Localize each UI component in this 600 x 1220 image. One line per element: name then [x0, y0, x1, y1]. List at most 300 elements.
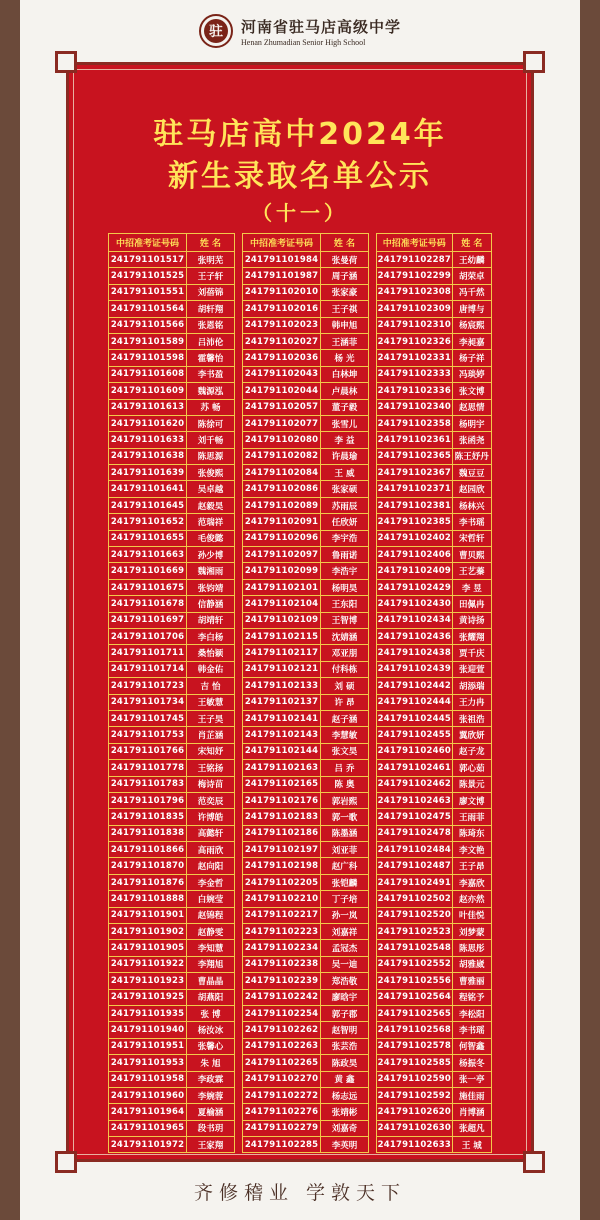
table-row: [109, 727, 235, 743]
exam-id-cell: 241791102371: [377, 481, 453, 497]
table-row: [109, 956, 235, 972]
student-name-cell: 吴卓越: [187, 481, 235, 497]
student-name-cell: 赵亦然: [452, 891, 491, 907]
exam-id-cell: 241791102197: [243, 842, 321, 858]
table-row: [377, 530, 492, 546]
table-row: [377, 1055, 492, 1071]
student-name-cell: 郭心茹: [452, 760, 491, 776]
student-name-cell: 陈思彤: [452, 940, 491, 956]
exam-id-cell: 241791102265: [243, 1055, 321, 1071]
student-name-cell: 毛俊懿: [187, 530, 235, 546]
exam-id-cell: 241791102460: [377, 743, 453, 759]
student-name-cell: 沈婧涵: [321, 628, 369, 644]
student-name-cell: 许晨瑜: [321, 448, 369, 464]
student-name-cell: 杨志远: [321, 1087, 369, 1103]
exam-id-cell: 241791101517: [109, 252, 187, 268]
table-row: [377, 563, 492, 579]
student-name-cell: 陈徐可: [187, 415, 235, 431]
exam-id-cell: 241791102523: [377, 924, 453, 940]
exam-id-cell: 241791101641: [109, 481, 187, 497]
exam-id-cell: 241791102475: [377, 809, 453, 825]
table-row: [377, 645, 492, 661]
student-name-cell: 孙一岚: [321, 907, 369, 923]
exam-id-cell: 241791101589: [109, 333, 187, 349]
header-exam-id: 中招准考证号码: [109, 234, 187, 252]
table-row: [377, 383, 492, 399]
exam-id-cell: 241791101940: [109, 1022, 187, 1038]
student-name-cell: 许博皓: [187, 809, 235, 825]
exam-id-cell: 241791102057: [243, 399, 321, 415]
table-row: [109, 1104, 235, 1120]
student-name-cell: 赵子龙: [452, 743, 491, 759]
table-row: [109, 1055, 235, 1071]
table-row: [109, 924, 235, 940]
footer: [20, 1162, 580, 1220]
exam-id-cell: 241791102210: [243, 891, 321, 907]
table-row: [377, 1038, 492, 1054]
table-row: [243, 792, 369, 808]
table-row: [109, 547, 235, 563]
table-row: [109, 1005, 235, 1021]
student-name-cell: 魏源泓: [187, 383, 235, 399]
student-name-cell: 杨宸熙: [452, 317, 491, 333]
exam-id-cell: 241791101923: [109, 973, 187, 989]
student-name-cell: 韩申旭: [321, 317, 369, 333]
table-row: [377, 547, 492, 563]
exam-id-cell: 241791102091: [243, 514, 321, 530]
student-name-cell: 刘梦蒙: [452, 924, 491, 940]
exam-id-cell: 241791102462: [377, 776, 453, 792]
table-row: [109, 579, 235, 595]
school-logo-emblem: 驻: [204, 19, 228, 43]
admission-tables: [108, 233, 492, 1158]
student-name-cell: 范奕辰: [187, 792, 235, 808]
student-name-cell: 张一亭: [452, 1071, 491, 1087]
exam-id-cell: 241791102143: [243, 727, 321, 743]
student-name-cell: 王艺蓁: [452, 563, 491, 579]
student-name-cell: 曹雅丽: [452, 973, 491, 989]
table-row: [243, 284, 369, 300]
exam-id-cell: 241791102630: [377, 1120, 453, 1136]
exam-id-cell: 241791101964: [109, 1104, 187, 1120]
exam-id-cell: 241791101564: [109, 301, 187, 317]
school-motto: 齐修稽业 学敦天下: [193, 1181, 407, 1204]
table-row: [243, 727, 369, 743]
student-name-cell: 张曼荷: [321, 252, 369, 268]
student-name-cell: 叶佳悦: [452, 907, 491, 923]
student-name-cell: 郑浩敬: [321, 973, 369, 989]
exam-id-cell: 241791101639: [109, 465, 187, 481]
table-row: [243, 366, 369, 382]
student-name-cell: 张耀翔: [452, 628, 491, 644]
student-name-cell: 李松阳: [452, 1005, 491, 1021]
header-name: 姓 名: [452, 234, 491, 252]
student-name-cell: 高懿轩: [187, 825, 235, 841]
student-name-cell: 霍馨怡: [187, 350, 235, 366]
exam-id-cell: 241791101711: [109, 645, 187, 661]
exam-id-cell: 241791102141: [243, 710, 321, 726]
table-row: [377, 1104, 492, 1120]
table-row: [377, 842, 492, 858]
exam-id-cell: 241791101734: [109, 694, 187, 710]
exam-id-cell: 241791101905: [109, 940, 187, 956]
table-row: [109, 612, 235, 628]
exam-id-cell: 241791101525: [109, 268, 187, 284]
student-name-cell: 王铭扬: [187, 760, 235, 776]
exam-id-cell: 241791102633: [377, 1137, 453, 1153]
table-row: [243, 1104, 369, 1120]
exam-id-cell: 241791102402: [377, 530, 453, 546]
student-name-cell: 杨明宇: [452, 415, 491, 431]
exam-id-cell: 241791102409: [377, 563, 453, 579]
table-row: [109, 530, 235, 546]
table-row: [377, 628, 492, 644]
student-name-cell: 张文博: [452, 383, 491, 399]
student-name-cell: 张函尧: [452, 432, 491, 448]
student-name-cell: 赵静雯: [187, 924, 235, 940]
table-row: [377, 284, 492, 300]
table-row: [377, 956, 492, 972]
exam-id-cell: 241791102520: [377, 907, 453, 923]
table-row: [243, 710, 369, 726]
exam-id-cell: 241791102455: [377, 727, 453, 743]
exam-id-cell: 241791102491: [377, 874, 453, 890]
exam-id-cell: 241791102198: [243, 858, 321, 874]
student-name-cell: 张超凡: [452, 1120, 491, 1136]
school-name-block: [241, 16, 401, 47]
exam-id-cell: 241791101951: [109, 1038, 187, 1054]
student-name-cell: 高雨欣: [187, 842, 235, 858]
student-name-cell: 廖文博: [452, 792, 491, 808]
table-row: [377, 350, 492, 366]
table-row: [109, 432, 235, 448]
table-row: [377, 694, 492, 710]
student-name-cell: 张恩铭: [187, 317, 235, 333]
exam-id-cell: 241791102548: [377, 940, 453, 956]
student-name-cell: 陈墨涵: [321, 825, 369, 841]
student-name-cell: 白婉莹: [187, 891, 235, 907]
table-row: [109, 497, 235, 513]
table-row: [243, 579, 369, 595]
table-row: [243, 907, 369, 923]
student-name-cell: 刘亚菲: [321, 842, 369, 858]
table-row: [243, 661, 369, 677]
table-row: [377, 301, 492, 317]
exam-id-cell: 241791102099: [243, 563, 321, 579]
student-name-cell: 胡轩翔: [187, 301, 235, 317]
table-row: [243, 432, 369, 448]
student-name-cell: 陈思源: [187, 448, 235, 464]
student-name-cell: 杨林兴: [452, 497, 491, 513]
exam-id-cell: 241791102381: [377, 497, 453, 513]
table-row: [243, 1038, 369, 1054]
exam-id-cell: 241791102438: [377, 645, 453, 661]
exam-id-cell: 241791102234: [243, 940, 321, 956]
table-row: [243, 1071, 369, 1087]
exam-id-cell: 241791102043: [243, 366, 321, 382]
exam-id-cell: 241791101620: [109, 415, 187, 431]
exam-id-cell: 241791101609: [109, 383, 187, 399]
student-name-cell: 王敏慧: [187, 694, 235, 710]
student-name-cell: 魏豆豆: [452, 465, 491, 481]
student-name-cell: 杨汝冰: [187, 1022, 235, 1038]
student-name-cell: 郭一歌: [321, 809, 369, 825]
exam-id-cell: 241791101669: [109, 563, 187, 579]
student-name-cell: 陈王妤丹: [452, 448, 491, 464]
exam-id-cell: 241791102262: [243, 1022, 321, 1038]
student-name-cell: 董子毅: [321, 399, 369, 415]
exam-id-cell: 241791102254: [243, 1005, 321, 1021]
table-row: [377, 497, 492, 513]
student-name-cell: 朱 旭: [187, 1055, 235, 1071]
exam-id-cell: 241791102310: [377, 317, 453, 333]
table-row: [243, 760, 369, 776]
table-row: [109, 284, 235, 300]
table-row: [243, 973, 369, 989]
student-name-cell: 杨振冬: [452, 1055, 491, 1071]
student-name-cell: 刘蓓锦: [187, 284, 235, 300]
exam-id-cell: 241791102439: [377, 661, 453, 677]
student-name-cell: 夏榆涵: [187, 1104, 235, 1120]
student-name-cell: 许 昂: [321, 694, 369, 710]
exam-id-cell: 241791102430: [377, 596, 453, 612]
table-row: [109, 940, 235, 956]
table-row: [243, 776, 369, 792]
table-row: [377, 1005, 492, 1021]
table-row: [109, 760, 235, 776]
exam-id-cell: 241791102309: [377, 301, 453, 317]
table-row: [109, 825, 235, 841]
table-row: [109, 481, 235, 497]
student-name-cell: 王子昊: [187, 710, 235, 726]
table-row: [243, 301, 369, 317]
exam-id-cell: 241791102434: [377, 612, 453, 628]
table-row: [109, 792, 235, 808]
table-row: [377, 366, 492, 382]
table-row: [109, 1022, 235, 1038]
exam-id-cell: 241791101608: [109, 366, 187, 382]
exam-id-cell: 241791101876: [109, 874, 187, 890]
student-name-cell: 李英明: [321, 1137, 369, 1153]
student-name-cell: 李 益: [321, 432, 369, 448]
student-name-cell: 付科栋: [321, 661, 369, 677]
exam-id-cell: 241791102568: [377, 1022, 453, 1038]
student-name-cell: 苏 畅: [187, 399, 235, 415]
student-name-cell: 刘 硕: [321, 678, 369, 694]
student-name-cell: 张俊熙: [187, 465, 235, 481]
exam-id-cell: 241791101753: [109, 727, 187, 743]
table-row: [377, 612, 492, 628]
table-row: [243, 874, 369, 890]
student-name-cell: 唐博与: [452, 301, 491, 317]
table-row: [109, 448, 235, 464]
table-row: [377, 333, 492, 349]
exam-id-cell: 241791102036: [243, 350, 321, 366]
table-row: [109, 661, 235, 677]
table-row: [109, 317, 235, 333]
table-row: [109, 333, 235, 349]
student-name-cell: 李书瑶: [452, 1022, 491, 1038]
student-name-cell: 邓亚朋: [321, 645, 369, 661]
student-name-cell: 李慧敏: [321, 727, 369, 743]
student-name-cell: 杨子祥: [452, 350, 491, 366]
exam-id-cell: 241791102089: [243, 497, 321, 513]
table-row: [109, 628, 235, 644]
table-row: [377, 710, 492, 726]
student-name-cell: 黄 鑫: [321, 1071, 369, 1087]
student-name-cell: 魏湘雨: [187, 563, 235, 579]
student-name-cell: 廖晗宇: [321, 989, 369, 1005]
student-name-cell: 王东阳: [321, 596, 369, 612]
exam-id-cell: 241791102326: [377, 333, 453, 349]
exam-id-cell: 241791102358: [377, 415, 453, 431]
exam-id-cell: 241791102308: [377, 284, 453, 300]
table-row: [243, 481, 369, 497]
table-row: [243, 1137, 369, 1153]
table-row: [377, 1137, 492, 1153]
table-row: [377, 924, 492, 940]
exam-id-cell: 241791102183: [243, 809, 321, 825]
student-name-cell: 冯千然: [452, 284, 491, 300]
exam-id-cell: 241791101706: [109, 628, 187, 644]
exam-id-cell: 241791102080: [243, 432, 321, 448]
student-name-cell: 王雨菲: [452, 809, 491, 825]
student-name-cell: 胡燕阳: [187, 989, 235, 1005]
table-row: [377, 825, 492, 841]
exam-id-cell: 241791102361: [377, 432, 453, 448]
school-header: [20, 0, 580, 62]
student-name-cell: 王子轩: [187, 268, 235, 284]
exam-id-cell: 241791102165: [243, 776, 321, 792]
exam-id-cell: 241791102272: [243, 1087, 321, 1103]
school-name-en: Henan Zhumadian Senior High School: [240, 37, 366, 47]
exam-id-cell: 241791101566: [109, 317, 187, 333]
student-name-cell: 赵思情: [452, 399, 491, 415]
exam-id-cell: 241791102279: [243, 1120, 321, 1136]
student-name-cell: 丁子培: [321, 891, 369, 907]
table-row: [243, 268, 369, 284]
student-name-cell: 梅诗苗: [187, 776, 235, 792]
table-row: [109, 301, 235, 317]
student-name-cell: 王家翔: [187, 1137, 235, 1153]
student-name-cell: 郭岩熙: [321, 792, 369, 808]
table-header-row: [109, 234, 235, 252]
exam-id-cell: 241791102027: [243, 333, 321, 349]
student-name-cell: 张家硕: [321, 481, 369, 497]
exam-id-cell: 241791101987: [243, 268, 321, 284]
student-name-cell: 赵智明: [321, 1022, 369, 1038]
table-row: [243, 350, 369, 366]
student-name-cell: 范瑞祥: [187, 514, 235, 530]
exam-id-cell: 241791101766: [109, 743, 187, 759]
student-name-cell: 信静涵: [187, 596, 235, 612]
student-name-cell: 孟冠杰: [321, 940, 369, 956]
frame-corner: [55, 51, 77, 73]
student-name-cell: 李 昱: [452, 579, 491, 595]
exam-id-cell: 241791102592: [377, 1087, 453, 1103]
student-name-cell: 刘千畅: [187, 432, 235, 448]
student-name-cell: 段书玥: [187, 1120, 235, 1136]
table-row: [109, 891, 235, 907]
table-row: [377, 1022, 492, 1038]
table-row: [243, 891, 369, 907]
student-name-cell: 赵广科: [321, 858, 369, 874]
student-name-cell: 王子祺: [321, 301, 369, 317]
student-name-cell: 张钧靖: [187, 579, 235, 595]
exam-id-cell: 241791101778: [109, 760, 187, 776]
student-name-cell: 李翔旭: [187, 956, 235, 972]
table-row: [243, 858, 369, 874]
table-row: [377, 743, 492, 759]
student-name-cell: 张明芜: [187, 252, 235, 268]
roster-table-3: [376, 233, 492, 1153]
exam-id-cell: 241791102205: [243, 874, 321, 890]
student-name-cell: 宋知妤: [187, 743, 235, 759]
student-name-cell: 赵子涵: [321, 710, 369, 726]
student-name-cell: 卢晨林: [321, 383, 369, 399]
exam-id-cell: 241791102023: [243, 317, 321, 333]
table-row: [377, 678, 492, 694]
exam-id-cell: 241791101675: [109, 579, 187, 595]
student-name-cell: 李嘉欣: [452, 874, 491, 890]
student-name-cell: 赵园欣: [452, 481, 491, 497]
student-name-cell: 刘嘉祥: [321, 924, 369, 940]
table-row: [243, 956, 369, 972]
exam-id-cell: 241791102287: [377, 252, 453, 268]
exam-id-cell: 241791102340: [377, 399, 453, 415]
table-row: [109, 465, 235, 481]
table-row: [377, 940, 492, 956]
table-row: [109, 907, 235, 923]
student-name-cell: 张芸浩: [321, 1038, 369, 1054]
table-row: [243, 924, 369, 940]
table-row: [243, 940, 369, 956]
table-row: [243, 497, 369, 513]
student-name-cell: 张馨心: [187, 1038, 235, 1054]
student-name-cell: 李书瑶: [452, 514, 491, 530]
table-row: [377, 415, 492, 431]
table-row: [377, 907, 492, 923]
student-name-cell: 宋哲轩: [452, 530, 491, 546]
table-row: [109, 1120, 235, 1136]
table-header-row: [243, 234, 369, 252]
student-name-cell: 陈 奥: [321, 776, 369, 792]
table-row: [243, 825, 369, 841]
exam-id-cell: 241791101645: [109, 497, 187, 513]
table-row: [109, 1087, 235, 1103]
table-row: [377, 1071, 492, 1087]
table-row: [109, 645, 235, 661]
student-name-cell: 李浩宇: [321, 563, 369, 579]
exam-id-cell: 241791101866: [109, 842, 187, 858]
student-name-cell: 吉 怡: [187, 678, 235, 694]
student-name-cell: 杨 光: [321, 350, 369, 366]
student-name-cell: 郭子郡: [321, 1005, 369, 1021]
student-name-cell: 刘嘉奇: [321, 1120, 369, 1136]
header-exam-id: 中招准考证号码: [243, 234, 321, 252]
student-name-cell: 李政霖: [187, 1071, 235, 1087]
exam-id-cell: 241791102077: [243, 415, 321, 431]
student-name-cell: 吕沛伦: [187, 333, 235, 349]
table-row: [377, 399, 492, 415]
exam-id-cell: 241791101638: [109, 448, 187, 464]
student-name-cell: 胡雅崴: [452, 956, 491, 972]
student-name-cell: 黄诗扬: [452, 612, 491, 628]
exam-id-cell: 241791101551: [109, 284, 187, 300]
table-row: [377, 514, 492, 530]
exam-id-cell: 241791101714: [109, 661, 187, 677]
exam-id-cell: 241791101652: [109, 514, 187, 530]
